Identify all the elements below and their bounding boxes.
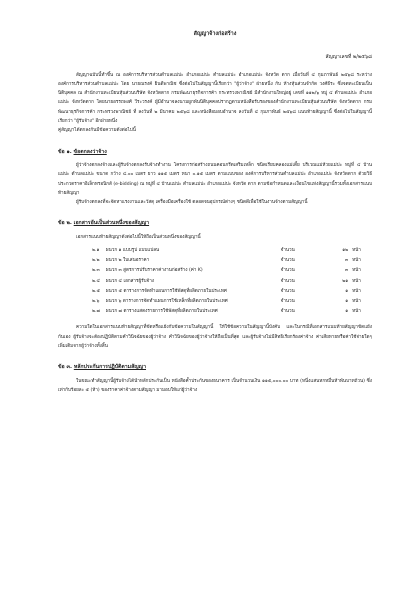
attachment-unit-label: หน้า: [352, 288, 361, 294]
attachment-page-count: ๑๒: [342, 248, 349, 254]
clause-2-number: ข้อ ๒.: [58, 220, 72, 227]
clause-1-number: ข้อ ๑.: [58, 148, 72, 155]
attachment-page-count: ๓: [345, 258, 349, 264]
clause-1-paragraph-1: ผู้ว่าจ้างตกลงจ้างและผู้รับจ้างตกลงรับจ้างทำงาน โครงการก่อสร้างถนนคอนกรีตเสริมเหล็ก ชนิดเรียบคลองแม่เตี้ย บริเวณแม่ห้วยแม่ปะ หมู่ที่ ๔ บ้านแม่ปะ ตำบลแม่ปะ ขนาด กว้าง ๔.๐๐ เมตร ยาว ๑๑๕ เมตร หนา ๐.๑๕ เมตร ตามแบบของ องค์การบริหารส่วนตำบลแม่ปะ อำเภอแม่ปะ จังหวัดตาก ด้วยวิธีประกวดราคาอิเล็กทรอนิกส์ (e-bidding) ณ หมู่ที่ ๔ บ้านแม่ปะ ตำบลแม่ปะ อำเภอแม่ปะ จังหวัด ตาก ตามข้อกำหนดและเงื่อนไขแห่งสัญญานี้รวมทั้งเอกสารแนบท้ายสัญญา: [58, 162, 372, 196]
attachment-list: [58, 246, 372, 317]
attachment-unit-label: หน้า: [352, 298, 361, 304]
attachment-unit-label: หน้า: [352, 278, 361, 284]
attachment-number: ๒.๖: [92, 298, 100, 304]
document-title: สัญญาจ้างก่อสร้าง: [193, 31, 237, 37]
clause-1-title: ข้อตกลงว่าจ้าง: [73, 148, 107, 155]
preamble-agreement-line: คู่สัญญาได้ตกลงกันมีข้อความดังต่อไปนี้: [58, 128, 136, 134]
attachment-row: [58, 277, 372, 287]
attachment-qty-label: จำนวน: [280, 278, 295, 284]
clause-3-title: หลักประกันการปฏิบัติตามสัญญา: [73, 364, 147, 371]
attachment-row: [58, 256, 372, 266]
attachment-page-count: ๑: [345, 309, 349, 315]
attachment-qty-label: จำนวน: [280, 268, 295, 274]
attachment-qty-label: จำนวน: [280, 258, 295, 264]
clause-3-number: ข้อ ๓.: [58, 364, 72, 371]
attachment-qty-label: จำนวน: [280, 248, 295, 254]
attachment-title: ผนวก ๓ สูตรการปรับราคาค่างานก่อสร้าง (ค่า K): [105, 268, 203, 274]
attachment-qty-label: จำนวน: [280, 298, 295, 304]
clause-1-paragraph-2: ผู้รับจ้างตกลงที่จะจัดหาแรงงานและวัสดุ เครื่องมือเครื่องใช้ ตลอดจนอุปกรณ์ต่างๆ ชนิดดีเพื่อใช้ในงานจ้างตามสัญญานี้: [76, 200, 308, 206]
clause-2-heading: [58, 219, 372, 228]
attachment-page-count: ๑: [345, 288, 349, 294]
attachment-title: ผนวก ๔ เอกสารผู้รับจ้าง: [105, 278, 155, 284]
attachment-qty-label: จำนวน: [280, 288, 295, 294]
attachment-number: ๒.๔: [92, 278, 100, 284]
clause-3-paragraph: ในขณะทำสัญญานี้ผู้รับจ้างได้นำหลักประกันเป็น หนังสือค้ำประกันของธนาคาร เป็นจำนวนเงิน ๑๑๕,๐๐๐.๐๐ บาท (หนึ่งแสนหกหมื่นห้าพันบาทถ้วน) ซึ่งเท่ากับร้อยละ ๕ (ห้า) ของราคาค่าจ้างตามสัญญา มามอบให้แก่ผู้ว่าจ้าง: [58, 378, 372, 393]
attachment-number: ๒.๓: [92, 268, 100, 274]
attachment-row: [58, 297, 372, 307]
attachment-title: ผนวก ๕ ตารางการจัดทำแผนการใช้พัสดุที่ผลิตภายในประเทศ: [105, 288, 227, 294]
attachment-title: ผนวก ๒ ใบเสนอราคา: [105, 258, 150, 264]
clause-2-title: เอกสารอันเป็นส่วนหนึ่งของสัญญา: [73, 220, 150, 227]
contract-number: สัญญาเลขที่ ๒/๒๕๖๘: [325, 54, 372, 61]
attachment-number: ๒.๗: [92, 309, 100, 315]
attachment-page-count: ๑: [345, 298, 349, 304]
attachment-title: ผนวก ๗ ตารางแสดงรายการใช้พัสดุที่ผลิตภายในประเทศ: [105, 309, 218, 315]
attachment-title: ผนวก ๖ ตารางการจัดทำแผนการใช้เหล็กที่ผลิตภายในประเทศ: [105, 298, 228, 304]
attachment-unit-label: หน้า: [352, 248, 361, 254]
clause-1-heading: [58, 148, 372, 157]
attachment-number: ๒.๒: [92, 258, 100, 264]
preamble-paragraph: สัญญาฉบับนี้ทำขึ้น ณ องค์การบริหารส่วนตำบลแม่ปะ อำเภอแม่ปะ ตำบลแม่ปะ อำเภอแม่ปะ จังหวัด ตาก เมื่อวันที่ ๔ กุมภาพันธ์ ๒๕๖๘ ระหว่าง องค์การบริหารส่วนตำบลแม่ปะ โดย นายณรงค์ ยินดีพาณิช ซึ่งต่อไปในสัญญานี้เรียกว่า "ผู้ว่าจ้าง" ฝ่ายหนึ่ง กับ ห้างหุ้นส่วนจำกัด วงศ์ธีระ ซึ่งจดทะเบียนเป็นนิติบุคคล ณ สำนักงานทะเบียนหุ้นส่วนบริษัท จังหวัดตาก กรมพัฒนาธุรกิจการค้า กระทรวงพาณิชย์ มีสำนักงานใหญ่อยู่ เลขที่ ๑๑๒/๖ หมู่ ๔ ตำบลแม่ปะ อำเภอแม่ปะ จังหวัดตาก โดยนายอรรถพงศ์ วีระวรงค์ ผู้มีอำนาจลงนามผูกพันนิติบุคคลปรากฏตามหนังสือรับรองของสำนักงานทะเบียนหุ้นส่วนบริษัท จังหวัดตาก กรมพัฒนาธุรกิจการค้า กระทรวงพาณิชย์ ที่ ลงวันที่ ๒ มีนาคม ๒๕๖๘ และหนังสือมอบอำนาจ ลงวันที่ ๔ กุมภาพันธ์ ๒๕๖๘ แนบท้ายสัญญานี้ ซึ่งต่อไปในสัญญานี้เรียกว่า "ผู้รับจ้าง" อีกฝ่ายหนึ่ง: [58, 72, 372, 125]
attachment-row: [58, 246, 372, 256]
clause-3-heading: [58, 363, 372, 372]
attachment-qty-label: จำนวน: [280, 309, 295, 315]
attachment-number: ๒.๑: [92, 248, 100, 254]
clause-2-closing: ความใดในเอกสารแนบท้ายสัญญาที่ขัดหรือแย้งกับข้อความในสัญญานี้ ให้ใช้ข้อความในสัญญานี้บังคับ และในกรณีที่เอกสารแนบท้ายสัญญาขัดแย้งกันเอง ผู้รับจ้างจะต้องปฏิบัติตามคำวินิจฉัยของผู้ว่าจ้าง คำวินิจฉัยของผู้ว่าจ้างให้ถือเป็นที่สุด และผู้รับจ้างไม่มีสิทธิเรียกร้องค่าจ้าง ค่าเสียหายหรือค่าใช้จ่ายใดๆ เพิ่มเติมจากผู้ว่าจ้างทั้งสิ้น: [58, 325, 372, 349]
attachment-row: [58, 307, 372, 317]
attachment-unit-label: หน้า: [352, 309, 361, 315]
attachment-title: ผนวก ๑ แบบรูป แบบแปลน: [105, 248, 160, 254]
attachment-row: [58, 287, 372, 297]
clause-2-intro: เอกสารแนบท้ายสัญญาดังต่อไปนี้ให้ถือเป็นส่วนหนึ่งของสัญญานี้: [76, 234, 201, 240]
attachment-page-count: ๓: [345, 268, 349, 274]
attachment-unit-label: หน้า: [352, 258, 361, 264]
attachment-page-count: ๒๑: [342, 278, 349, 284]
attachment-row: [58, 266, 372, 276]
attachment-number: ๒.๕: [92, 288, 100, 294]
attachment-unit-label: หน้า: [352, 268, 361, 274]
